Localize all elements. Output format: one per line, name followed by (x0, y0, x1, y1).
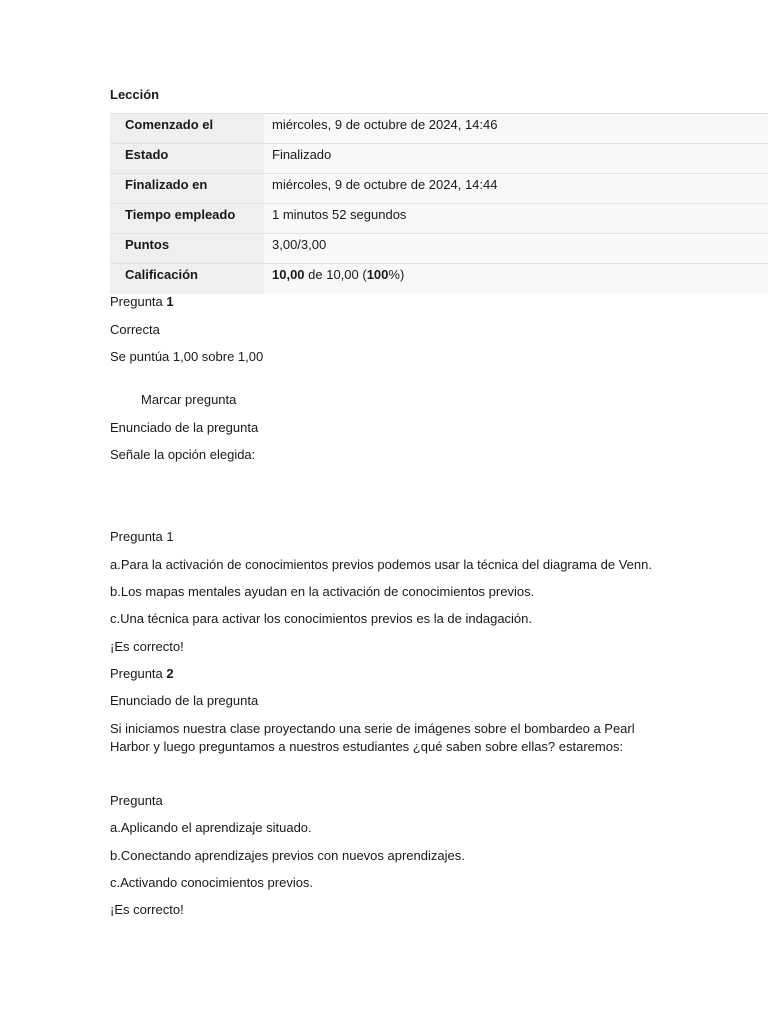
question-2-option-a[interactable]: a.Aplicando el aprendizaje situado. (110, 820, 312, 835)
question-2-options-heading: Pregunta (110, 793, 163, 808)
question-1-score: Se puntúa 1,00 sobre 1,00 (110, 349, 264, 364)
question-2-feedback: ¡Es correcto! (110, 902, 184, 917)
summary-row-finished (110, 174, 768, 204)
grade-tail: %) (388, 267, 405, 282)
question-number: 2 (166, 666, 174, 681)
question-prefix: Pregunta (110, 294, 167, 309)
flag-question-link[interactable]: Marcar pregunta (141, 392, 237, 407)
question-number: 1 (166, 294, 174, 309)
question-2-option-b[interactable]: b.Conectando aprendizajes previos con nuevos aprendizajes. (110, 848, 465, 863)
summary-label: Puntos (110, 234, 264, 264)
summary-value: Finalizado (264, 144, 768, 174)
attempt-summary-table (110, 113, 768, 294)
lesson-title: Lección (110, 87, 160, 102)
summary-label: Estado (110, 144, 264, 174)
summary-row-points (110, 234, 768, 264)
summary-label: Calificación (110, 264, 264, 294)
summary-value: miércoles, 9 de octubre de 2024, 14:46 (264, 114, 768, 144)
summary-label: Tiempo empleado (110, 204, 264, 234)
question-2-option-c[interactable]: c.Activando conocimientos previos. (110, 875, 314, 890)
summary-value: 1 minutos 52 segundos (264, 204, 768, 234)
question-1-options-heading: Pregunta 1 (110, 529, 174, 544)
summary-row-time-taken (110, 204, 768, 234)
grade-percent: 100 (366, 267, 389, 282)
question-1-statement-heading: Enunciado de la pregunta (110, 420, 259, 435)
question-1-option-c[interactable]: c.Una técnica para activar los conocimientos previos es la de indagación. (110, 611, 533, 626)
question-1-heading (110, 294, 174, 309)
summary-label: Finalizado en (110, 174, 264, 204)
question-2-prompt: Si iniciamos nuestra clase proyectando una serie de imágenes sobre el bombardeo a Pearl Harbor y luego preguntamos a nuestros estudiantes ¿qué saben sobre ellas? estaremos: (110, 721, 635, 754)
grade-value (264, 264, 768, 294)
question-1-option-a[interactable]: a.Para la activación de conocimientos previos podemos usar la técnica del diagrama de Venn. (110, 557, 652, 572)
question-1-prompt: Señale la opción elegida: (110, 447, 256, 462)
question-1-status: Correcta (110, 322, 160, 337)
summary-row-grade (110, 264, 768, 294)
summary-label: Comenzado el (110, 114, 264, 144)
question-prefix: Pregunta (110, 666, 167, 681)
question-1-option-b[interactable]: b.Los mapas mentales ayudan en la activación de conocimientos previos. (110, 584, 535, 599)
grade-score: 10,00 (272, 267, 305, 282)
question-1-feedback: ¡Es correcto! (110, 639, 184, 654)
summary-value: 3,00/3,00 (264, 234, 768, 264)
question-2-statement-heading: Enunciado de la pregunta (110, 693, 259, 708)
summary-value: miércoles, 9 de octubre de 2024, 14:44 (264, 174, 768, 204)
summary-row-state (110, 144, 768, 174)
grade-of-text: de 10,00 ( (304, 267, 367, 282)
question-2-heading (110, 666, 174, 681)
summary-row-started (110, 114, 768, 144)
